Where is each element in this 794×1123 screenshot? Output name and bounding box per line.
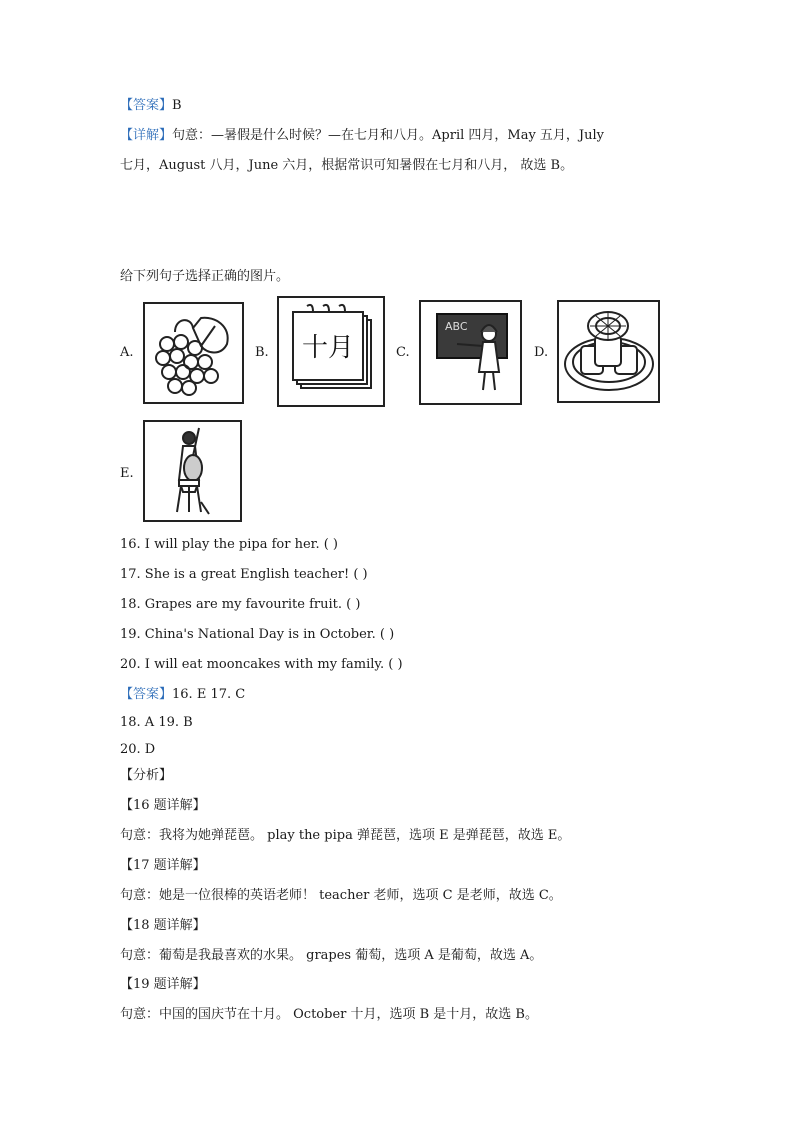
question-19: 19. China's National Day is in October. ( ) — [120, 627, 395, 642]
question-17: 17. She is a great English teacher! ( ) — [120, 567, 368, 582]
instruction: 给下列句子选择正确的图片。 — [120, 269, 290, 284]
detail-19-text: 句意：中国的国庆节在十月。 October 十月，选项 B 是十月，故选 B。 — [120, 1007, 538, 1022]
answers-tag: 【答案】 — [120, 687, 173, 702]
detail-18-tag: 【18 题详解】 — [120, 918, 206, 933]
detail-16-tag: 【16 题详解】 — [120, 798, 206, 813]
mooncake-icon — [557, 300, 660, 403]
prev-detail-line-1 — [120, 127, 604, 145]
analysis-heading: 【分析】 — [120, 768, 173, 783]
teacher-icon — [419, 300, 522, 405]
question-16: 16. I will play the pipa for her. ( ) — [120, 537, 338, 552]
grapes-icon — [143, 302, 244, 404]
detail-17-tag: 【17 题详解】 — [120, 858, 206, 873]
question-18: 18. Grapes are my favourite fruit. ( ) — [120, 597, 361, 612]
detail-17-text: 句意：她是一位很棒的英语老师！ teacher 老师，选项 C 是老师，故选 C。 — [120, 888, 562, 903]
answers-line-1 — [120, 686, 245, 704]
answers-text-1: 16. E 17. C — [172, 687, 246, 702]
option-a-label: A. — [120, 345, 134, 360]
answers-line-3: 20. D — [120, 742, 156, 757]
pipa-player-icon — [143, 420, 242, 522]
board-text: ABC — [445, 320, 468, 333]
answers-line-2: 18. A 19. B — [120, 715, 193, 730]
detail-18-text: 句意：葡萄是我最喜欢的水果。 grapes 葡萄，选项 A 是葡萄，故选 A。 — [120, 948, 543, 963]
detail-19-tag: 【19 题详解】 — [120, 977, 206, 992]
calendar-icon — [277, 296, 385, 407]
option-e-label: E. — [120, 466, 134, 481]
detail-tag: 【详解】 — [120, 128, 173, 143]
prev-answer-line — [120, 97, 182, 115]
detail-16-text: 句意：我将为她弹琵琶。 play the pipa 弹琵琶，选项 E 是弹琵琶，故选 E。 — [120, 828, 571, 843]
option-c-label: C. — [396, 345, 410, 360]
prev-detail-line-2: 七月，August 八月，June 六月，根据常识可知暑假在七月和八月， 故选 B。 — [120, 158, 574, 173]
answer-tag: 【答案】 — [120, 98, 173, 113]
option-d-label: D. — [534, 345, 549, 360]
calendar-text: 十月 — [301, 333, 355, 363]
answer-value: B — [172, 98, 182, 113]
question-20: 20. I will eat mooncakes with my family. ( ) — [120, 657, 403, 672]
option-b-label: B. — [255, 345, 269, 360]
detail-text-1: 句意：—暑假是什么时候？—在七月和八月。April 四月，May 五月，July — [172, 128, 605, 143]
